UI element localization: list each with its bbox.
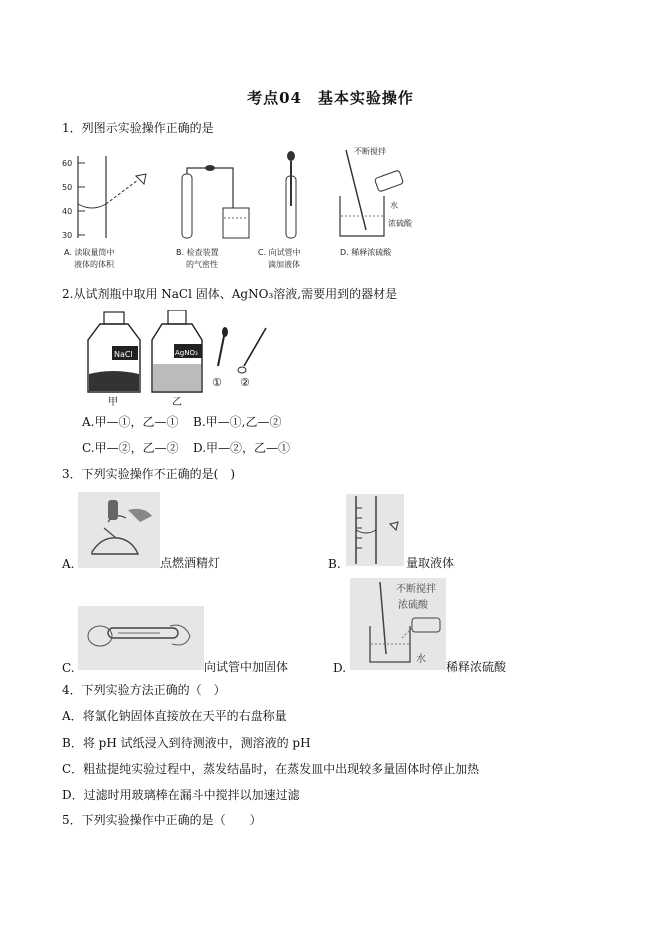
question-1-stem: 1．列图示实验操作正确的是 [62, 121, 214, 135]
bottle-nacl [88, 312, 140, 406]
panel-d-water-label: 水 [390, 201, 398, 210]
panel-c-dropper-illustration [258, 151, 301, 269]
question-3-option-c-letter: C. [62, 661, 75, 675]
panel-d-dilute-illustration [340, 146, 413, 257]
bottle-agno3-label: AgNO₃ [175, 349, 198, 357]
tick-30: 30 [62, 231, 73, 240]
panel-b-caption-2: 的气密性 [186, 260, 218, 269]
question-3-option-c-text: 向试管中加固体 [204, 660, 289, 674]
question-2-option-a: A.甲—①，乙—① [82, 415, 179, 429]
question-2-stem: 2.从试剂瓶中取用 NaCl 固体、AgNO₃溶液,需要用到的器材是 [62, 287, 398, 301]
question-4-option-c: C．粗盐提纯实验过程中，蒸发结晶时，在蒸发皿中出现较多量固体时停止加热 [62, 762, 480, 776]
panel-b-caption-1: B. 检查装置 [176, 248, 219, 257]
question-4-option-a: A．将氯化钠固体直接放在天平的右盘称量 [62, 709, 287, 723]
question-3-option-b-text: 量取液体 [406, 556, 455, 570]
panel-a-cylinder-illustration [62, 156, 146, 269]
tool-dropper [212, 327, 228, 389]
question-2-option-b: B.甲—①,乙—② [193, 415, 282, 429]
q3d-acid-label: 浓硫酸 [398, 600, 428, 611]
question-4-option-d: D．过滤时用玻璃棒在漏斗中搅拌以加速过滤 [62, 788, 300, 802]
q3d-water-label: 水 [416, 654, 426, 665]
tool-2-mark: ② [240, 376, 250, 389]
question-3-option-d-letter: D. [333, 661, 347, 675]
question-3-option-b-photo [346, 494, 404, 566]
question-3-option-b-letter: B. [328, 557, 341, 571]
panel-d-stir-label: 不断搅拌 [354, 147, 386, 156]
question-2-option-c: C.甲—②，乙—② [82, 441, 179, 455]
question-3-option-a-photo [78, 492, 160, 568]
question-3-option-a-text: 点燃酒精灯 [160, 556, 221, 570]
tick-50: 50 [62, 183, 73, 192]
question-3-option-d-text: 稀释浓硫酸 [446, 660, 507, 674]
q3d-stir-label: 不断搅拌 [396, 584, 436, 595]
tick-40: 40 [62, 207, 73, 216]
question-3-option-a-letter: A. [62, 557, 75, 571]
question-4-option-b: B．将 pH 试纸浸入到待测液中，测溶液的 pH [62, 736, 311, 750]
bottle-nacl-label: NaCl [114, 350, 133, 359]
panel-b-airtight-illustration [176, 165, 249, 269]
panel-c-caption-1: C. 向试管中 [258, 248, 301, 257]
panel-a-caption-1: A. 读取量筒中 [64, 248, 115, 257]
panel-d-acid-label: 浓硫酸 [388, 219, 412, 228]
bottle-b-name: 乙 [172, 397, 182, 406]
question-1-figure [58, 146, 418, 274]
bottle-agno3 [152, 310, 202, 406]
question-3-option-c-photo [78, 606, 204, 670]
page-title: 考点04 基本实验操作 [247, 89, 414, 107]
panel-c-caption-2: 滴加液体 [268, 260, 300, 269]
bottle-a-name: 甲 [108, 397, 118, 406]
question-3-option-d-photo [350, 578, 446, 670]
panel-d-caption-1: D. 稀释浓硫酸 [340, 248, 392, 257]
panel-a-caption-2: 液体的体积 [74, 260, 114, 269]
tick-60: 60 [62, 159, 73, 168]
question-5-stem: 5．下列实验操作中正确的是（ ） [62, 813, 262, 827]
question-2-option-d: D.甲—②，乙—① [193, 441, 291, 455]
question-4-stem: 4．下列实验方法正确的（ ） [62, 683, 226, 697]
question-3-stem: 3．下列实验操作不正确的是( ) [62, 467, 235, 481]
question-2-figure [82, 310, 282, 406]
tool-1-mark: ① [212, 376, 222, 389]
tool-spatula [238, 328, 266, 389]
